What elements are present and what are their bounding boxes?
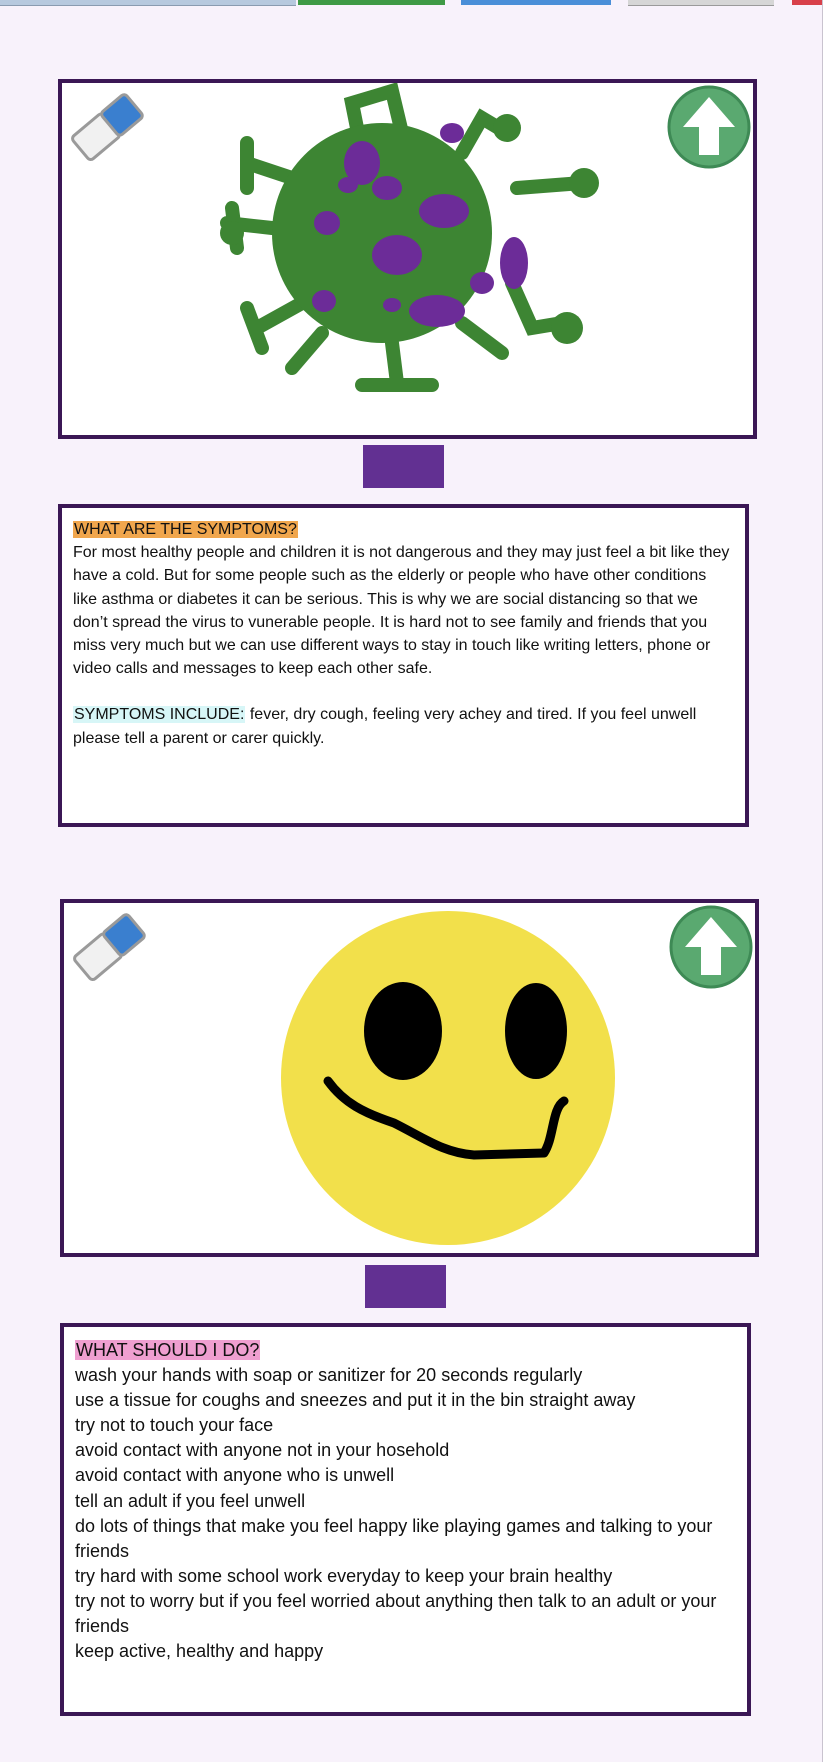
symptoms-include-text: fever, dry cough, feeling very achey and tired. If you feel unwell please tell a parent or carer quickly. xyxy=(73,706,697,747)
advice-item: wash your hands with soap or sanitizer for 20 seconds regularly xyxy=(75,1365,583,1386)
save-drawing-button[interactable] xyxy=(363,445,444,488)
symptoms-include-label: SYMPTOMS INCLUDE: xyxy=(74,706,245,724)
symptoms-body: For most healthy people and children it is not dangerous and they may just feel a bit like they have a cold. But for some people such as the elderly or people who have other conditions like asthma or diabetes it can be serious. This is why we are social distancing so that we don’t spread the virus to vunerable people. It is hard not to see family and friends that you miss very much but we can use different ways to stay in touch like writing letters, phone or video calls and messages to keep each other safe. xyxy=(73,544,730,678)
eraser-tool-button[interactable] xyxy=(62,83,150,171)
upload-button[interactable] xyxy=(665,83,753,171)
advice-item: tell an adult if you feel unwell xyxy=(75,1490,306,1511)
advice-item: try not to touch your face xyxy=(75,1415,274,1436)
smiley-drawing xyxy=(64,903,755,1253)
tab-segment-green[interactable] xyxy=(298,0,445,5)
arrow-up-icon xyxy=(665,83,753,171)
eraser-icon xyxy=(62,83,150,171)
what-to-do-text-card[interactable] xyxy=(60,1323,751,1716)
advice-item: try hard with some school work everyday to keep your brain healthy xyxy=(75,1565,613,1586)
tab-segment-grey[interactable] xyxy=(628,0,774,6)
eraser-icon xyxy=(64,903,152,991)
what-to-do-heading: WHAT SHOULD I DO? xyxy=(76,1340,260,1360)
tab-segment-red[interactable] xyxy=(792,0,823,5)
advice-item: do lots of things that make you feel happy like playing games and talking to your friends xyxy=(75,1515,713,1561)
drawing-canvas-virus[interactable] xyxy=(58,79,757,439)
arrow-up-icon xyxy=(667,903,755,991)
symptoms-text-card[interactable] xyxy=(58,504,749,827)
advice-item: avoid contact with anyone not in your hosehold xyxy=(75,1440,450,1461)
advice-item: try not to worry but if you feel worried about anything then talk to an adult or your friends xyxy=(75,1590,717,1637)
tab-segment[interactable] xyxy=(0,0,296,6)
drawing-canvas-smiley[interactable] xyxy=(60,899,759,1257)
tab-segment-blue[interactable] xyxy=(461,0,611,5)
symptoms-heading: WHAT ARE THE SYMPTOMS? xyxy=(74,521,297,538)
advice-item: avoid contact with anyone who is unwell xyxy=(75,1465,395,1486)
advice-item: keep active, healthy and happy xyxy=(75,1641,324,1662)
save-drawing-button[interactable] xyxy=(365,1265,446,1308)
virus-drawing xyxy=(62,83,753,435)
paragraph-gap xyxy=(73,680,734,703)
eraser-tool-button[interactable] xyxy=(64,903,152,991)
upload-button[interactable] xyxy=(667,903,755,991)
advice-item: use a tissue for coughs and sneezes and put it in the bin straight away xyxy=(75,1390,636,1411)
